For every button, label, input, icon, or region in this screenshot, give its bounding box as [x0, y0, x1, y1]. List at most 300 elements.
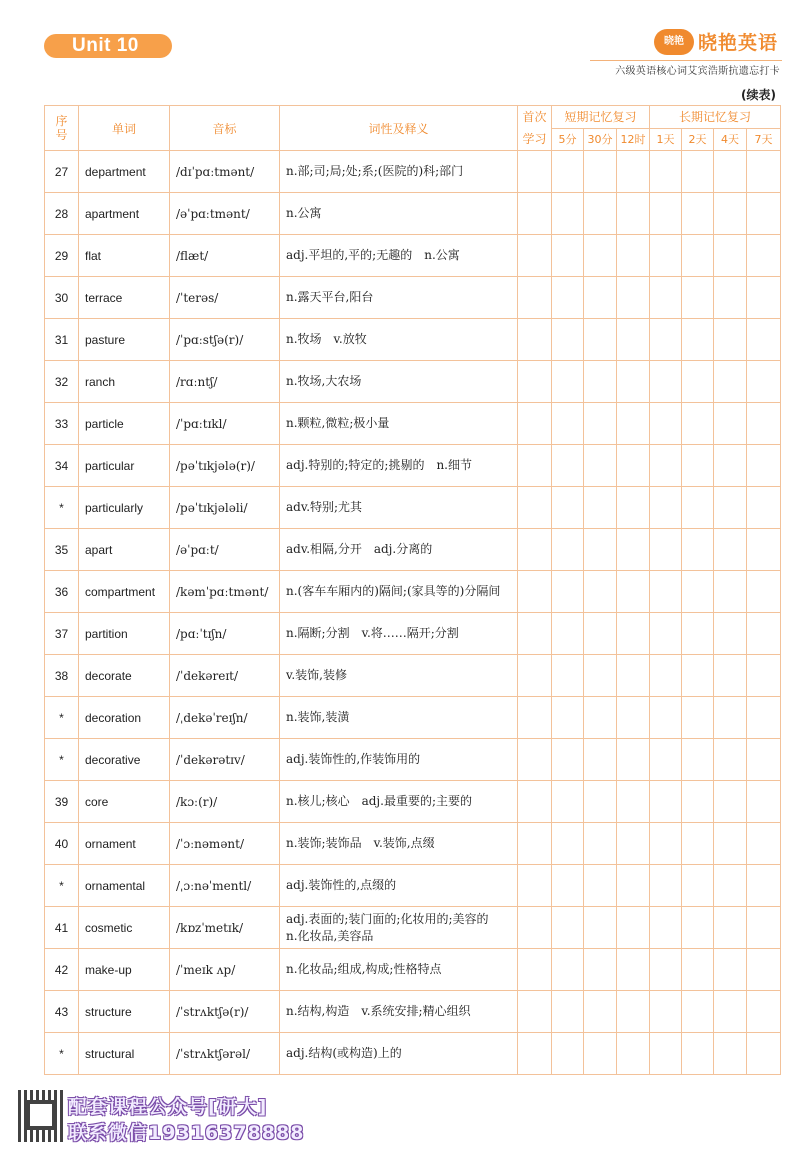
first-study-box[interactable]	[518, 193, 552, 235]
first-study-box[interactable]	[518, 487, 552, 529]
unit-badge: Unit 10	[44, 34, 172, 58]
review-5min-box[interactable]	[552, 697, 584, 739]
review-5min-box[interactable]	[552, 907, 584, 949]
table-row	[45, 235, 781, 277]
review-12h-box[interactable]	[617, 445, 650, 487]
review-12h-box[interactable]	[617, 403, 650, 445]
review-7day-box[interactable]	[747, 739, 781, 781]
row-word: decoration	[79, 697, 170, 739]
review-30min-box[interactable]	[584, 991, 617, 1033]
first-study-box[interactable]	[518, 235, 552, 277]
review-2day-box[interactable]	[682, 781, 714, 823]
review-12h-box[interactable]	[617, 739, 650, 781]
review-5min-box[interactable]	[552, 277, 584, 319]
review-4day-box[interactable]	[714, 277, 747, 319]
interval-12h: 12时	[617, 128, 650, 151]
review-12h-box[interactable]	[617, 487, 650, 529]
row-definition: adv.相隔,分开 adj.分离的	[280, 529, 518, 571]
review-7day-box[interactable]	[747, 907, 781, 949]
review-12h-box[interactable]	[617, 781, 650, 823]
row-index: 40	[45, 823, 79, 865]
review-5min-box[interactable]	[552, 403, 584, 445]
review-7day-box[interactable]	[747, 613, 781, 655]
row-index: *	[45, 739, 79, 781]
review-7day-box[interactable]	[747, 1033, 781, 1075]
row-phonetic: /ˈdekərətɪv/	[170, 739, 280, 781]
review-2day-box[interactable]	[682, 151, 714, 193]
first-study-box[interactable]	[518, 865, 552, 907]
review-12h-box[interactable]	[617, 151, 650, 193]
review-2day-box[interactable]	[682, 613, 714, 655]
review-12h-box[interactable]	[617, 361, 650, 403]
review-7day-box[interactable]	[747, 403, 781, 445]
table-row	[45, 907, 781, 949]
row-definition: adv.特别;尤其	[280, 487, 518, 529]
row-phonetic: /dɪˈpɑːtmənt/	[170, 151, 280, 193]
row-word: apart	[79, 529, 170, 571]
col-header-first-study: 首次学习	[518, 106, 552, 151]
review-7day-box[interactable]	[747, 781, 781, 823]
review-1day-box[interactable]	[650, 739, 682, 781]
table-row	[45, 655, 781, 697]
row-phonetic: /ˈpɑːstʃə(r)/	[170, 319, 280, 361]
review-7day-box[interactable]	[747, 277, 781, 319]
review-12h-box[interactable]	[617, 823, 650, 865]
row-word: decorate	[79, 655, 170, 697]
review-12h-box[interactable]	[617, 949, 650, 991]
row-phonetic: /kɒzˈmetɪk/	[170, 907, 280, 949]
review-12h-box[interactable]	[617, 529, 650, 571]
header-divider	[590, 60, 782, 61]
row-index: 35	[45, 529, 79, 571]
review-7day-box[interactable]	[747, 487, 781, 529]
first-study-box[interactable]	[518, 571, 552, 613]
review-7day-box[interactable]	[747, 823, 781, 865]
col-header-word: 单词	[79, 106, 170, 151]
first-study-box[interactable]	[518, 907, 552, 949]
row-index: 34	[45, 445, 79, 487]
row-definition: n.牧场,大农场	[280, 361, 518, 403]
review-7day-box[interactable]	[747, 361, 781, 403]
review-1day-box[interactable]	[650, 151, 682, 193]
promo-line-1: 配套课程公众号[研大]	[68, 1096, 268, 1118]
review-2day-box[interactable]	[682, 823, 714, 865]
review-5min-box[interactable]	[552, 571, 584, 613]
review-4day-box[interactable]	[714, 319, 747, 361]
row-phonetic: /ˈdekəreɪt/	[170, 655, 280, 697]
row-definition: n.核儿;核心 adj.最重要的;主要的	[280, 781, 518, 823]
row-phonetic: /pɑːˈtɪʃn/	[170, 613, 280, 655]
row-definition: n.隔断;分割 v.将……隔开;分割	[280, 613, 518, 655]
review-12h-box[interactable]	[617, 613, 650, 655]
row-index: *	[45, 1033, 79, 1075]
review-30min-box[interactable]	[584, 697, 617, 739]
row-phonetic: /ˈstrʌktʃərəl/	[170, 1033, 280, 1075]
vocabulary-rows	[45, 151, 781, 1075]
review-5min-box[interactable]	[552, 1033, 584, 1075]
row-index: 37	[45, 613, 79, 655]
interval-30min: 30分	[584, 128, 617, 151]
first-study-box[interactable]	[518, 613, 552, 655]
review-5min-box[interactable]	[552, 949, 584, 991]
review-2day-box[interactable]	[682, 697, 714, 739]
table-row	[45, 361, 781, 403]
review-2day-box[interactable]	[682, 403, 714, 445]
row-word: structure	[79, 991, 170, 1033]
row-index: 39	[45, 781, 79, 823]
review-12h-box[interactable]	[617, 193, 650, 235]
first-study-box[interactable]	[518, 529, 552, 571]
row-phonetic: /ˈmeɪk ʌp/	[170, 949, 280, 991]
first-study-box[interactable]	[518, 151, 552, 193]
review-1day-box[interactable]	[650, 781, 682, 823]
review-2day-box[interactable]	[682, 361, 714, 403]
review-4day-box[interactable]	[714, 193, 747, 235]
table-row	[45, 193, 781, 235]
review-12h-box[interactable]	[617, 571, 650, 613]
row-phonetic: /ˈterəs/	[170, 277, 280, 319]
review-5min-box[interactable]	[552, 529, 584, 571]
row-definition: adj.装饰性的,作装饰用的	[280, 739, 518, 781]
row-word: ornamental	[79, 865, 170, 907]
review-4day-box[interactable]	[714, 403, 747, 445]
review-5min-box[interactable]	[552, 865, 584, 907]
review-4day-box[interactable]	[714, 1033, 747, 1075]
review-30min-box[interactable]	[584, 823, 617, 865]
review-5min-box[interactable]	[552, 235, 584, 277]
promo-line-2: 联系微信19316378888	[68, 1122, 305, 1144]
review-4day-box[interactable]	[714, 823, 747, 865]
row-phonetic: /əˈpɑːt/	[170, 529, 280, 571]
review-1day-box[interactable]	[650, 277, 682, 319]
review-30min-box[interactable]	[584, 739, 617, 781]
row-index: 27	[45, 151, 79, 193]
review-1day-box[interactable]	[650, 235, 682, 277]
review-30min-box[interactable]	[584, 487, 617, 529]
first-study-box[interactable]	[518, 739, 552, 781]
row-index: 43	[45, 991, 79, 1033]
row-index: 38	[45, 655, 79, 697]
review-2day-box[interactable]	[682, 907, 714, 949]
review-2day-box[interactable]	[682, 529, 714, 571]
review-2day-box[interactable]	[682, 235, 714, 277]
review-30min-box[interactable]	[584, 781, 617, 823]
review-1day-box[interactable]	[650, 193, 682, 235]
review-1day-box[interactable]	[650, 487, 682, 529]
review-30min-box[interactable]	[584, 151, 617, 193]
vocabulary-table	[44, 105, 781, 1075]
review-1day-box[interactable]	[650, 991, 682, 1033]
row-word: make-up	[79, 949, 170, 991]
brand	[654, 28, 778, 55]
review-2day-box[interactable]	[682, 655, 714, 697]
review-2day-box[interactable]	[682, 445, 714, 487]
row-word: structural	[79, 1033, 170, 1075]
review-7day-box[interactable]	[747, 655, 781, 697]
first-study-box[interactable]	[518, 949, 552, 991]
row-word: decorative	[79, 739, 170, 781]
review-2day-box[interactable]	[682, 319, 714, 361]
review-4day-box[interactable]	[714, 655, 747, 697]
review-5min-box[interactable]	[552, 361, 584, 403]
review-4day-box[interactable]	[714, 781, 747, 823]
first-study-box[interactable]	[518, 445, 552, 487]
table-row	[45, 823, 781, 865]
review-2day-box[interactable]	[682, 193, 714, 235]
review-5min-box[interactable]	[552, 991, 584, 1033]
row-word: compartment	[79, 571, 170, 613]
row-phonetic: /flæt/	[170, 235, 280, 277]
row-word: cosmetic	[79, 907, 170, 949]
row-phonetic: /kɔː(r)/	[170, 781, 280, 823]
review-1day-box[interactable]	[650, 1033, 682, 1075]
first-study-box[interactable]	[518, 655, 552, 697]
review-2day-box[interactable]	[682, 487, 714, 529]
review-2day-box[interactable]	[682, 1033, 714, 1075]
row-word: apartment	[79, 193, 170, 235]
review-7day-box[interactable]	[747, 319, 781, 361]
review-12h-box[interactable]	[617, 697, 650, 739]
review-4day-box[interactable]	[714, 613, 747, 655]
table-row	[45, 319, 781, 361]
row-phonetic: /ˈstrʌktʃə(r)/	[170, 991, 280, 1033]
first-study-box[interactable]	[518, 823, 552, 865]
review-4day-box[interactable]	[714, 361, 747, 403]
table-row	[45, 991, 781, 1033]
review-2day-box[interactable]	[682, 571, 714, 613]
first-study-box[interactable]	[518, 697, 552, 739]
review-4day-box[interactable]	[714, 151, 747, 193]
first-study-box[interactable]	[518, 991, 552, 1033]
review-30min-box[interactable]	[584, 865, 617, 907]
row-word: flat	[79, 235, 170, 277]
review-30min-box[interactable]	[584, 571, 617, 613]
col-header-definition: 词性及释义	[280, 106, 518, 151]
row-definition: n.公寓	[280, 193, 518, 235]
table-row	[45, 571, 781, 613]
row-word: terrace	[79, 277, 170, 319]
review-30min-box[interactable]	[584, 445, 617, 487]
row-phonetic: /pəˈtɪkjələ(r)/	[170, 445, 280, 487]
review-30min-box[interactable]	[584, 193, 617, 235]
first-study-box[interactable]	[518, 319, 552, 361]
row-definition: n.结构,构造 v.系统安排;精心组织	[280, 991, 518, 1033]
row-index: 33	[45, 403, 79, 445]
review-7day-box[interactable]	[747, 571, 781, 613]
first-study-box[interactable]	[518, 1033, 552, 1075]
table-row	[45, 739, 781, 781]
row-index: 31	[45, 319, 79, 361]
review-1day-box[interactable]	[650, 529, 682, 571]
first-study-box[interactable]	[518, 277, 552, 319]
table-row	[45, 403, 781, 445]
review-12h-box[interactable]	[617, 319, 650, 361]
row-index: 32	[45, 361, 79, 403]
review-30min-box[interactable]	[584, 949, 617, 991]
review-5min-box[interactable]	[552, 823, 584, 865]
interval-7day: 7天	[747, 128, 781, 151]
col-header-short-review: 短期记忆复习	[552, 106, 650, 129]
row-word: partition	[79, 613, 170, 655]
col-header-index: 序号	[45, 106, 79, 151]
interval-5min: 5分	[552, 128, 584, 151]
row-phonetic: /kəmˈpɑːtmənt/	[170, 571, 280, 613]
review-7day-box[interactable]	[747, 865, 781, 907]
review-1day-box[interactable]	[650, 403, 682, 445]
interval-4day: 4天	[714, 128, 747, 151]
review-4day-box[interactable]	[714, 739, 747, 781]
review-7day-box[interactable]	[747, 445, 781, 487]
review-30min-box[interactable]	[584, 403, 617, 445]
row-phonetic: /ˌɔːnəˈmentl/	[170, 865, 280, 907]
review-30min-box[interactable]	[584, 319, 617, 361]
review-4day-box[interactable]	[714, 865, 747, 907]
table-row	[45, 277, 781, 319]
review-4day-box[interactable]	[714, 907, 747, 949]
review-12h-box[interactable]	[617, 277, 650, 319]
row-word: core	[79, 781, 170, 823]
review-30min-box[interactable]	[584, 361, 617, 403]
row-definition: adj.结构(或构造)上的	[280, 1033, 518, 1075]
row-definition: n.化妆品;组成,构成;性格特点	[280, 949, 518, 991]
table-row	[45, 781, 781, 823]
row-word: particle	[79, 403, 170, 445]
row-index: *	[45, 487, 79, 529]
review-5min-box[interactable]	[552, 319, 584, 361]
review-30min-box[interactable]	[584, 655, 617, 697]
review-30min-box[interactable]	[584, 613, 617, 655]
row-index: 41	[45, 907, 79, 949]
review-2day-box[interactable]	[682, 991, 714, 1033]
page-subtitle: 六级英语核心词艾宾浩斯抗遗忘打卡	[615, 66, 780, 77]
row-index: 28	[45, 193, 79, 235]
review-30min-box[interactable]	[584, 529, 617, 571]
row-phonetic: /ˌdekəˈreɪʃn/	[170, 697, 280, 739]
review-5min-box[interactable]	[552, 655, 584, 697]
row-index: 29	[45, 235, 79, 277]
row-index: *	[45, 865, 79, 907]
review-7day-box[interactable]	[747, 697, 781, 739]
row-definition: n.(客车车厢内的)隔间;(家具等的)分隔间	[280, 571, 518, 613]
first-study-box[interactable]	[518, 781, 552, 823]
row-index: 36	[45, 571, 79, 613]
review-5min-box[interactable]	[552, 781, 584, 823]
review-7day-box[interactable]	[747, 949, 781, 991]
table-row	[45, 1033, 781, 1075]
review-12h-box[interactable]	[617, 235, 650, 277]
row-definition: adj.平坦的,平的;无趣的 n.公寓	[280, 235, 518, 277]
continued-label: (续表)	[741, 88, 776, 102]
row-phonetic: /ˈɔːnəmənt/	[170, 823, 280, 865]
first-study-box[interactable]	[518, 403, 552, 445]
review-4day-box[interactable]	[714, 571, 747, 613]
review-30min-box[interactable]	[584, 277, 617, 319]
review-1day-box[interactable]	[650, 823, 682, 865]
review-4day-box[interactable]	[714, 949, 747, 991]
review-7day-box[interactable]	[747, 529, 781, 571]
review-30min-box[interactable]	[584, 1033, 617, 1075]
review-4day-box[interactable]	[714, 529, 747, 571]
row-definition: v.装饰,装修	[280, 655, 518, 697]
review-7day-box[interactable]	[747, 151, 781, 193]
review-5min-box[interactable]	[552, 151, 584, 193]
qr-code-icon	[18, 1090, 64, 1142]
col-header-phonetic: 音标	[170, 106, 280, 151]
row-word: ornament	[79, 823, 170, 865]
review-4day-box[interactable]	[714, 991, 747, 1033]
review-1day-box[interactable]	[650, 949, 682, 991]
review-5min-box[interactable]	[552, 739, 584, 781]
review-1day-box[interactable]	[650, 907, 682, 949]
table-row	[45, 613, 781, 655]
brand-name: 晓艳英语	[697, 32, 778, 54]
review-2day-box[interactable]	[682, 277, 714, 319]
row-definition: adj.装饰性的,点缀的	[280, 865, 518, 907]
first-study-box[interactable]	[518, 361, 552, 403]
row-phonetic: /rɑːntʃ/	[170, 361, 280, 403]
review-12h-box[interactable]	[617, 907, 650, 949]
table-row	[45, 949, 781, 991]
row-definition: n.装饰,装潢	[280, 697, 518, 739]
interval-2day: 2天	[682, 128, 714, 151]
review-12h-box[interactable]	[617, 1033, 650, 1075]
table-row	[45, 697, 781, 739]
review-12h-box[interactable]	[617, 865, 650, 907]
table-row	[45, 487, 781, 529]
brand-logo-icon: 晓艳	[654, 29, 694, 55]
review-1day-box[interactable]	[650, 655, 682, 697]
review-1day-box[interactable]	[650, 865, 682, 907]
row-phonetic: /ˈpɑːtɪkl/	[170, 403, 280, 445]
review-7day-box[interactable]	[747, 235, 781, 277]
review-1day-box[interactable]	[650, 361, 682, 403]
review-2day-box[interactable]	[682, 865, 714, 907]
review-5min-box[interactable]	[552, 613, 584, 655]
row-word: pasture	[79, 319, 170, 361]
row-word: particular	[79, 445, 170, 487]
review-2day-box[interactable]	[682, 739, 714, 781]
review-12h-box[interactable]	[617, 655, 650, 697]
review-5min-box[interactable]	[552, 487, 584, 529]
row-definition: adj.表面的;装门面的;化妆用的;美容的 n.化妆品,美容品	[280, 907, 518, 949]
review-4day-box[interactable]	[714, 445, 747, 487]
table-row	[45, 151, 781, 193]
row-word: ranch	[79, 361, 170, 403]
review-4day-box[interactable]	[714, 697, 747, 739]
review-2day-box[interactable]	[682, 949, 714, 991]
review-1day-box[interactable]	[650, 613, 682, 655]
review-1day-box[interactable]	[650, 571, 682, 613]
review-12h-box[interactable]	[617, 991, 650, 1033]
row-phonetic: /pəˈtɪkjələli/	[170, 487, 280, 529]
review-5min-box[interactable]	[552, 193, 584, 235]
review-7day-box[interactable]	[747, 193, 781, 235]
review-5min-box[interactable]	[552, 445, 584, 487]
col-header-long-review: 长期记忆复习	[650, 106, 781, 129]
review-1day-box[interactable]	[650, 697, 682, 739]
review-1day-box[interactable]	[650, 445, 682, 487]
review-1day-box[interactable]	[650, 319, 682, 361]
row-definition: adj.特别的;特定的;挑剔的 n.细节	[280, 445, 518, 487]
review-30min-box[interactable]	[584, 907, 617, 949]
review-4day-box[interactable]	[714, 235, 747, 277]
interval-1day: 1天	[650, 128, 682, 151]
review-7day-box[interactable]	[747, 991, 781, 1033]
footer-promo	[18, 1090, 318, 1144]
row-definition: n.装饰;装饰品 v.装饰,点缀	[280, 823, 518, 865]
review-4day-box[interactable]	[714, 487, 747, 529]
review-30min-box[interactable]	[584, 235, 617, 277]
